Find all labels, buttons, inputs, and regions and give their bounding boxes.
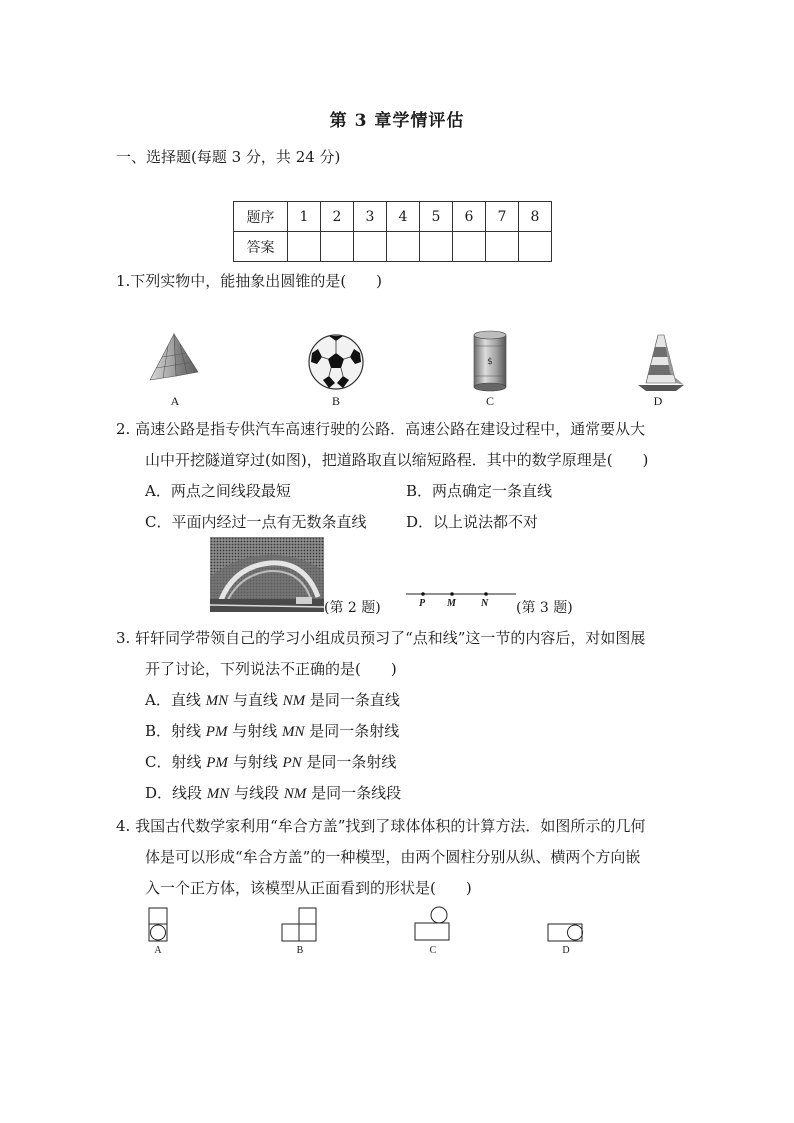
question-number-cell: 6 xyxy=(453,202,486,232)
question-2-option-b: B．两点确定一条直线 xyxy=(406,482,553,500)
question-number-cell: 2 xyxy=(321,202,354,232)
option-math: MN xyxy=(206,786,230,802)
option-text: 与射线 xyxy=(227,722,283,740)
question-2-option-d: D．以上说法都不对 xyxy=(406,513,539,531)
question-2-line1: 2. 高速公路是指专供汽车高速行驶的公路．高速公路在建设过程中，通常要从大 xyxy=(116,420,646,438)
question-2-line2: 山中开挖隧道穿过(如图)，把道路取直以缩短路程．其中的数学原理是( ) xyxy=(145,451,649,469)
question-number-cell: 3 xyxy=(354,202,387,232)
view-option-b-figure xyxy=(281,906,319,944)
answer-cell[interactable] xyxy=(486,232,519,262)
option-label: D xyxy=(562,945,570,956)
point-n xyxy=(484,592,488,596)
option-text: C．射线 xyxy=(145,753,207,771)
option-math: PN xyxy=(282,755,302,771)
point-p xyxy=(421,592,425,596)
view-option-d-figure xyxy=(546,922,586,944)
option-text: B．射线 xyxy=(145,722,206,740)
option-text: 是同一条直线 xyxy=(305,691,400,709)
answer-cell[interactable] xyxy=(387,232,420,262)
question-3-option-d xyxy=(145,782,401,803)
cylinder-can-image xyxy=(472,330,508,392)
tunnel-photo-image xyxy=(210,537,324,612)
option-label: A xyxy=(154,945,162,956)
option-label: C xyxy=(485,394,494,408)
point-label-n: N xyxy=(481,598,489,609)
option-math: PM xyxy=(205,724,228,740)
option-label: A xyxy=(170,394,180,408)
question-2-option-c: C．平面内经过一点有无数条直线 xyxy=(145,513,367,531)
option-label: B xyxy=(296,945,304,956)
option-math: MN xyxy=(205,693,229,709)
option-label: C xyxy=(429,945,437,956)
question-3-option-c xyxy=(145,751,396,772)
table-row xyxy=(234,202,552,232)
answer-cell[interactable] xyxy=(354,232,387,262)
option-text: D．线段 xyxy=(145,784,207,802)
option-text: 是同一条射线 xyxy=(301,753,397,771)
question-number-cell: 7 xyxy=(486,202,519,232)
question-4-line3: 入一个正方体，该模型从正面看到的形状是( ) xyxy=(145,879,472,897)
answer-cell[interactable] xyxy=(453,232,486,262)
option-text: 与线段 xyxy=(229,784,284,802)
soccer-ball-image xyxy=(307,333,365,391)
question-4-line1: 4. 我国古代数学家利用“牟合方盖”找到了球体体积的计算方法．如图所示的几何 xyxy=(116,817,646,835)
question-2-option-a: A．两点之间线段最短 xyxy=(145,482,291,500)
question-4-line2: 体是可以形成“牟合方盖”的一种模型，由两个圆柱分别从纵、横两个方向嵌 xyxy=(145,848,641,866)
view-option-c-figure xyxy=(413,905,453,943)
section-heading: 一、选择题(每题 3 分，共 24 分) xyxy=(116,148,341,166)
point-label-m: M xyxy=(447,598,456,609)
question-number-cell: 5 xyxy=(420,202,453,232)
question-number-cell: 1 xyxy=(288,202,321,232)
table-row xyxy=(234,232,552,262)
option-text: 与射线 xyxy=(227,753,283,771)
page-title: 第 3 章学情评估 xyxy=(329,111,465,131)
point-label-p: P xyxy=(419,598,426,609)
figure-2-caption: (第 2 题) xyxy=(324,600,381,616)
pyramid-image xyxy=(146,332,202,384)
option-math: NM xyxy=(283,786,307,802)
question-number-cell: 4 xyxy=(387,202,420,232)
answer-cell[interactable] xyxy=(321,232,354,262)
question-3-line1: 3. 轩轩同学带领自己的学习小组成员预习了“点和线”这一节的内容后，对如图展 xyxy=(116,629,646,647)
option-label: B xyxy=(331,394,340,408)
question-number-cell: 8 xyxy=(519,202,552,232)
svg-text:$: $ xyxy=(487,357,493,367)
answer-cell[interactable] xyxy=(420,232,453,262)
option-math: NM xyxy=(282,693,306,709)
option-text: A．直线 xyxy=(145,691,206,709)
option-math: PM xyxy=(206,755,228,771)
option-text: 是同一条线段 xyxy=(306,784,402,802)
view-option-a-figure xyxy=(147,906,169,944)
answer-cell[interactable] xyxy=(519,232,552,262)
option-label: D xyxy=(653,394,663,408)
option-text: 是同一条射线 xyxy=(304,722,400,740)
option-text: 与直线 xyxy=(228,691,283,709)
figure-3-caption: (第 3 题) xyxy=(516,600,573,616)
question-1-stem: 1.下列实物中，能抽象出圆锥的是( ) xyxy=(116,272,383,290)
table-header-cell: 答案 xyxy=(234,232,288,262)
option-math: MN xyxy=(282,724,305,740)
answer-cell[interactable] xyxy=(288,232,321,262)
traffic-cone-image xyxy=(636,333,686,391)
point-m xyxy=(450,592,454,596)
question-3-line2: 开了讨论，下列说法不正确的是( ) xyxy=(145,660,397,678)
answer-table xyxy=(233,201,552,262)
table-header-cell: 题序 xyxy=(234,202,288,232)
question-3-option-b xyxy=(145,720,399,741)
question-3-option-a xyxy=(145,689,400,710)
